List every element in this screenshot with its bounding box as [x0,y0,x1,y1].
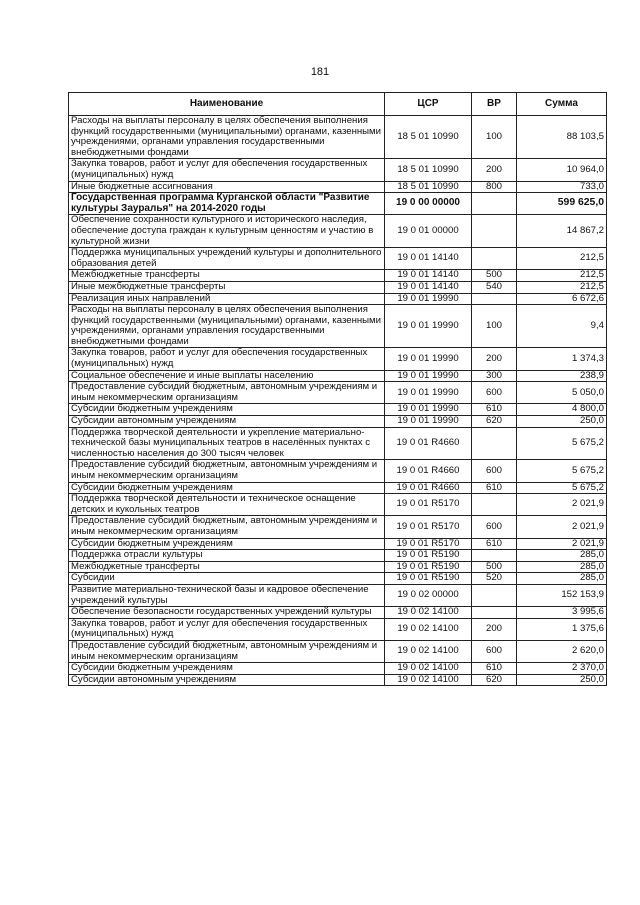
cell-csr: 19 0 01 R5190 [385,573,472,585]
cell-name: Поддержка отрасли культуры [69,550,385,562]
cell-sum: 5 050,0 [517,382,607,404]
cell-csr: 19 0 02 14100 [385,663,472,675]
cell-sum: 14 867,2 [517,215,607,248]
cell-sum: 9,4 [517,305,607,348]
cell-csr: 19 0 01 R5170 [385,516,472,538]
cell-sum: 10 964,0 [517,159,607,181]
cell-csr: 19 0 02 14100 [385,674,472,686]
table-row [69,215,607,248]
cell-vr [472,427,517,460]
cell-csr: 19 0 01 14140 [385,248,472,270]
cell-name: Поддержка муниципальных учреждений культуры и дополнительного образования детей [69,248,385,270]
table-row [69,494,607,516]
cell-sum: 250,0 [517,674,607,686]
table-row [69,663,607,675]
cell-name: Поддержка творческой деятельности и укрепление материально-технической базы муниципальных театров в населённых пунктах с численностью населения до 300 тысяч человек [69,427,385,460]
header-csr: ЦСР [385,93,472,116]
cell-vr: 600 [472,516,517,538]
cell-csr: 19 0 01 00000 [385,215,472,248]
page-number: 181 [310,66,330,78]
cell-vr: 600 [472,460,517,482]
header-row [69,93,607,116]
cell-name: Расходы на выплаты персоналу в целях обеспечения выполнения функций государственными (муниципальными) органами, казенными учреждениями, органами управления государственными внебюджетными фондами [69,116,385,159]
cell-sum: 88 103,5 [517,116,607,159]
cell-sum: 212,5 [517,270,607,282]
cell-csr: 19 0 01 14140 [385,270,472,282]
cell-sum: 285,0 [517,561,607,573]
cell-vr [472,607,517,619]
cell-name: Субсидии бюджетным учреждениям [69,482,385,494]
cell-sum: 4 800,0 [517,404,607,416]
table-row [69,573,607,585]
cell-name: Закупка товаров, работ и услуг для обеспечения государственных (муниципальных) нужд [69,618,385,640]
cell-csr: 19 0 01 19990 [385,370,472,382]
cell-vr [472,293,517,305]
cell-csr: 19 0 02 14100 [385,618,472,640]
cell-name: Межбюджетные трансферты [69,270,385,282]
cell-vr [472,584,517,606]
cell-vr: 540 [472,281,517,293]
cell-sum: 1 375,6 [517,618,607,640]
cell-csr: 19 0 01 19990 [385,416,472,428]
cell-sum: 599 625,0 [517,193,607,215]
cell-vr: 620 [472,416,517,428]
cell-vr: 500 [472,270,517,282]
cell-vr [472,550,517,562]
table-row [69,305,607,348]
cell-vr [472,215,517,248]
table-row [69,516,607,538]
cell-csr: 19 0 01 R5170 [385,494,472,516]
cell-sum: 2 620,0 [517,640,607,662]
table-row [69,159,607,181]
cell-vr: 100 [472,116,517,159]
cell-csr: 19 0 01 R5190 [385,550,472,562]
cell-name: Социальное обеспечение и иные выплаты населению [69,370,385,382]
table-row [69,561,607,573]
cell-csr: 19 0 01 19990 [385,348,472,370]
table-row [69,348,607,370]
header-name: Наименование [69,93,385,116]
cell-csr: 18 5 01 10990 [385,181,472,193]
cell-sum: 285,0 [517,550,607,562]
cell-csr: 19 0 02 14100 [385,640,472,662]
cell-vr [472,193,517,215]
cell-csr: 19 0 01 19990 [385,404,472,416]
table-row [69,482,607,494]
cell-csr: 19 0 01 19990 [385,382,472,404]
cell-sum: 2 021,9 [517,494,607,516]
table-row [69,281,607,293]
cell-sum: 1 374,3 [517,348,607,370]
table-row [69,584,607,606]
cell-name: Иные бюджетные ассигнования [69,181,385,193]
table-row [69,404,607,416]
table-row [69,427,607,460]
cell-csr: 19 0 01 19990 [385,305,472,348]
cell-sum: 152 153,9 [517,584,607,606]
cell-vr: 300 [472,370,517,382]
cell-sum: 3 995,6 [517,607,607,619]
cell-name: Закупка товаров, работ и услуг для обеспечения государственных (муниципальных) нужд [69,348,385,370]
table-row [69,116,607,159]
cell-csr: 19 0 01 R5190 [385,561,472,573]
cell-sum: 250,0 [517,416,607,428]
cell-vr: 500 [472,561,517,573]
cell-name: Субсидии автономным учреждениям [69,674,385,686]
cell-vr: 100 [472,305,517,348]
cell-sum: 238,9 [517,370,607,382]
cell-name: Обеспечение безопасности государственных учреждений культуры [69,607,385,619]
budget-table [68,92,607,686]
cell-name: Субсидии [69,573,385,585]
cell-sum: 5 675,2 [517,427,607,460]
cell-name: Закупка товаров, работ и услуг для обеспечения государственных (муниципальных) нужд [69,159,385,181]
cell-sum: 212,5 [517,248,607,270]
table-row [69,382,607,404]
cell-name: Иные межбюджетные трансферты [69,281,385,293]
cell-vr: 610 [472,482,517,494]
table-row [69,181,607,193]
table-row [69,293,607,305]
cell-sum: 212,5 [517,281,607,293]
cell-name: Межбюджетные трансферты [69,561,385,573]
table-row [69,550,607,562]
cell-csr: 19 0 02 00000 [385,584,472,606]
cell-sum: 5 675,2 [517,482,607,494]
table-header [69,93,607,116]
table-row [69,248,607,270]
cell-sum: 6 672,6 [517,293,607,305]
cell-csr: 18 5 01 10990 [385,116,472,159]
cell-name: Расходы на выплаты персоналу в целях обеспечения выполнения функций государственными (муниципальными) органами, казенными учреждениями, органами управления государственными внебюджетными фондами [69,305,385,348]
table-row [69,618,607,640]
cell-sum: 5 675,2 [517,460,607,482]
table-row [69,674,607,686]
cell-name: Субсидии бюджетным учреждениям [69,404,385,416]
cell-sum: 2 021,9 [517,538,607,550]
cell-csr: 19 0 01 19990 [385,293,472,305]
table-row [69,193,607,215]
cell-sum: 733,0 [517,181,607,193]
cell-vr: 200 [472,618,517,640]
cell-vr [472,248,517,270]
cell-name: Развитие материально-технической базы и кадровое обеспечение учреждений культуры [69,584,385,606]
cell-vr: 600 [472,640,517,662]
header-sum: Сумма [517,93,607,116]
cell-name: Субсидии бюджетным учреждениям [69,663,385,675]
cell-csr: 19 0 01 14140 [385,281,472,293]
cell-csr: 18 5 01 10990 [385,159,472,181]
cell-name: Государственная программа Курганской области "Развитие культуры Зауралья" на 2014-2020 годы [69,193,385,215]
table-row [69,607,607,619]
table-body [69,116,607,686]
cell-sum: 285,0 [517,573,607,585]
cell-vr [472,494,517,516]
cell-sum: 2 370,0 [517,663,607,675]
cell-name: Предоставление субсидий бюджетным, автономным учреждениям и иным некоммерческим организациям [69,460,385,482]
table-row [69,370,607,382]
table-row [69,538,607,550]
cell-vr: 520 [472,573,517,585]
cell-vr: 200 [472,348,517,370]
cell-sum: 2 021,9 [517,516,607,538]
cell-csr: 19 0 01 R4660 [385,482,472,494]
cell-vr: 620 [472,674,517,686]
cell-name: Предоставление субсидий бюджетным, автономным учреждениям и иным некоммерческим организациям [69,640,385,662]
cell-csr: 19 0 01 R4660 [385,427,472,460]
table-row [69,640,607,662]
cell-name: Поддержка творческой деятельности и техническое оснащение детских и кукольных театров [69,494,385,516]
cell-name: Предоставление субсидий бюджетным, автономным учреждениям и иным некоммерческим организациям [69,382,385,404]
cell-name: Субсидии автономным учреждениям [69,416,385,428]
cell-vr: 800 [472,181,517,193]
cell-vr: 610 [472,663,517,675]
cell-csr: 19 0 02 14100 [385,607,472,619]
cell-name: Обеспечение сохранности культурного и исторического наследия, обеспечение доступа граждан к культурным ценностям и участию в культурной жизни [69,215,385,248]
cell-vr: 610 [472,404,517,416]
cell-csr: 19 0 00 00000 [385,193,472,215]
table-row [69,460,607,482]
cell-name: Субсидии бюджетным учреждениям [69,538,385,550]
cell-vr: 200 [472,159,517,181]
cell-csr: 19 0 01 R4660 [385,460,472,482]
cell-name: Предоставление субсидий бюджетным, автономным учреждениям и иным некоммерческим организациям [69,516,385,538]
cell-name: Реализация иных направлений [69,293,385,305]
cell-csr: 19 0 01 R5170 [385,538,472,550]
cell-vr: 610 [472,538,517,550]
table-row [69,270,607,282]
cell-vr: 600 [472,382,517,404]
table-row [69,416,607,428]
header-vr: ВР [472,93,517,116]
